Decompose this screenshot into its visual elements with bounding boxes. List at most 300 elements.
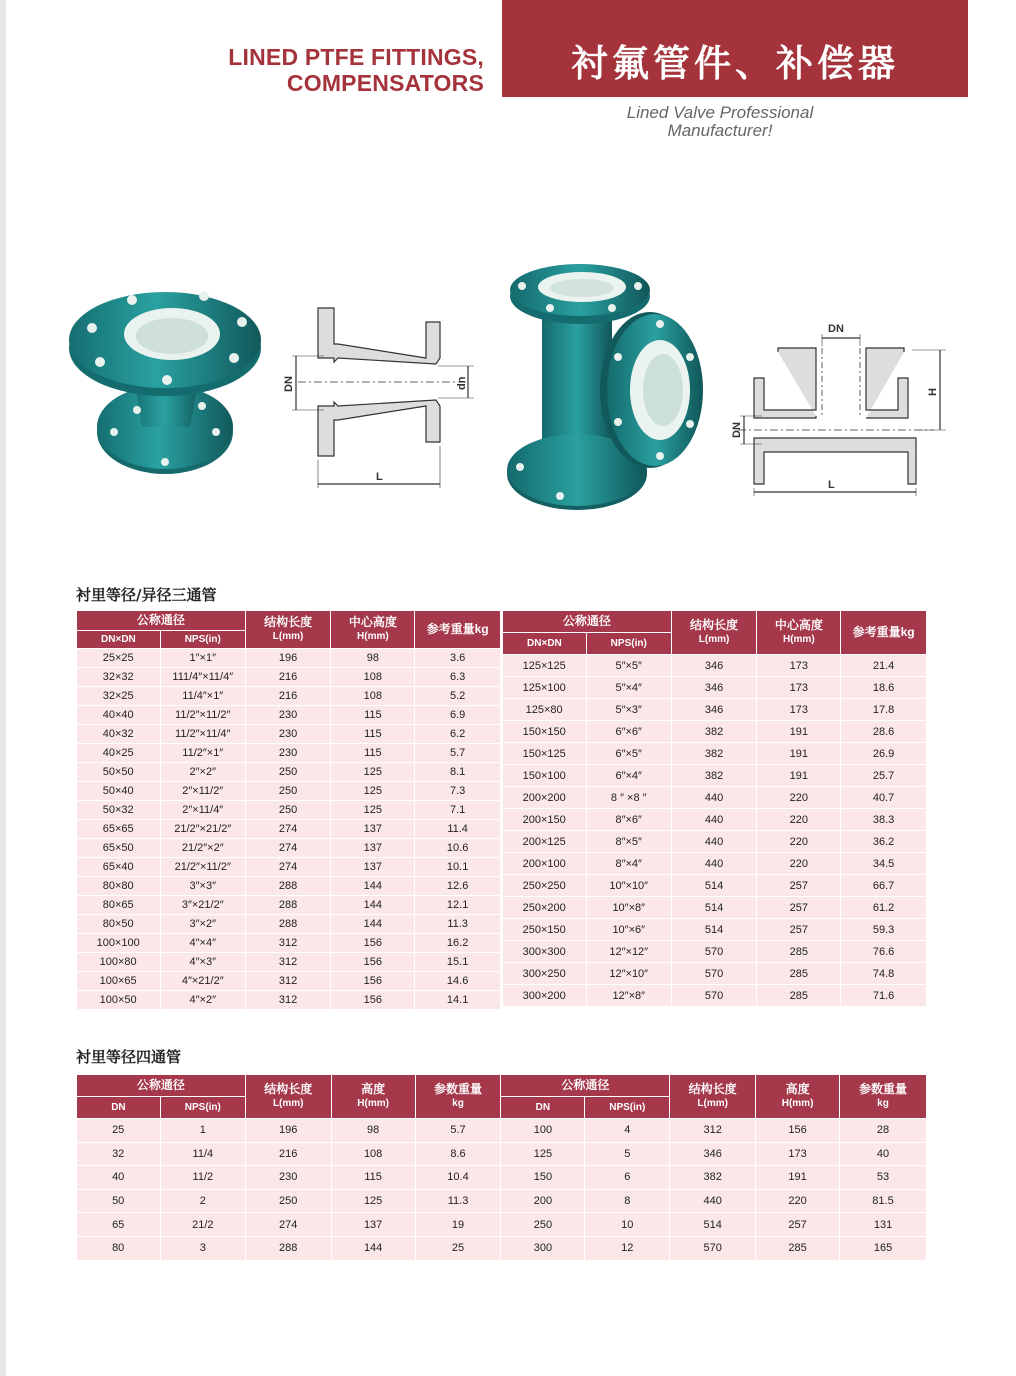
table-cell: 26.9 <box>841 743 927 765</box>
table-cell: 346 <box>671 699 757 721</box>
table-row <box>77 725 501 744</box>
table-row <box>503 875 927 897</box>
table-cell: 196 <box>245 1119 331 1143</box>
table-cell: 250×250 <box>503 875 587 897</box>
table-cell: 66.7 <box>841 875 927 897</box>
reducer-dn-label: DN <box>283 376 295 392</box>
header-length <box>245 611 331 649</box>
header-center-label-right: 中心高度 <box>774 618 823 632</box>
header-nominal-right: 公称通径 <box>503 611 672 633</box>
table-cell: 288 <box>245 915 331 934</box>
table-row <box>503 985 927 1007</box>
table-cell: 25×25 <box>77 649 161 668</box>
table-cell: 2″×2″ <box>160 763 245 782</box>
cross-header-nps-2: NPS(in) <box>585 1097 670 1119</box>
table-cell: 6.3 <box>415 668 501 687</box>
table-cell: 8″×5″ <box>586 831 671 853</box>
table-cell: 6 <box>585 1166 670 1190</box>
table-cell: 216 <box>245 1142 331 1166</box>
tee-table-left <box>76 610 501 1010</box>
table-cell: 156 <box>331 972 415 991</box>
table-cell: 100×100 <box>77 934 161 953</box>
table-row <box>77 991 501 1010</box>
header-nps: NPS(in) <box>160 631 245 649</box>
tee-l-label: L <box>828 479 835 491</box>
table-cell: 220 <box>757 809 841 831</box>
table-cell: 11.4 <box>415 820 501 839</box>
table-cell: 14.1 <box>415 991 501 1010</box>
table-cell: 6.2 <box>415 725 501 744</box>
table-cell: 131 <box>840 1213 927 1237</box>
table-cell: 65×40 <box>77 858 161 877</box>
table-cell: 570 <box>671 985 757 1007</box>
table-cell: 250×200 <box>503 897 587 919</box>
table-cell: 21.4 <box>841 655 927 677</box>
table-cell: 3″×3″ <box>160 877 245 896</box>
table-cell: 28 <box>840 1119 927 1143</box>
table-cell: 21/2″×21/2″ <box>160 820 245 839</box>
table-cell: 440 <box>671 853 757 875</box>
title-chinese: 衬氟管件、补偿器 <box>571 42 899 85</box>
table-cell: 196 <box>245 649 331 668</box>
table-cell: 312 <box>245 991 331 1010</box>
table-cell: 40×25 <box>77 744 161 763</box>
table-cell: 137 <box>331 858 415 877</box>
table-cell: 10 <box>585 1213 670 1237</box>
table-cell: 36.2 <box>841 831 927 853</box>
reducer-photo <box>62 282 262 482</box>
table-row <box>77 1166 927 1190</box>
table-cell: 10.1 <box>415 858 501 877</box>
title-english-line2: COMPENSATORS <box>286 70 484 96</box>
table-cell: 65×65 <box>77 820 161 839</box>
table-cell: 137 <box>331 820 415 839</box>
table-cell: 40.7 <box>841 787 927 809</box>
table-cell: 1″×1″ <box>160 649 245 668</box>
table-cell: 111/4″×11/4″ <box>160 668 245 687</box>
table-cell: 570 <box>671 963 757 985</box>
table-cell: 200×150 <box>503 809 587 831</box>
table-cell: 288 <box>245 896 331 915</box>
cross-header-height-label-2: 高度 <box>785 1082 810 1096</box>
table-cell: 257 <box>757 919 841 941</box>
table-cell: 3″×21/2″ <box>160 896 245 915</box>
table-cell: 300×250 <box>503 963 587 985</box>
table-row <box>503 787 927 809</box>
table-cell: 10″×10″ <box>586 875 671 897</box>
table-row <box>503 721 927 743</box>
table-row <box>77 877 501 896</box>
table-cell: 285 <box>757 963 841 985</box>
cross-header-weight-label: 参数重量 <box>434 1082 483 1096</box>
table-cell: 108 <box>331 668 415 687</box>
cross-header-length-unit-2: L(mm) <box>697 1098 728 1109</box>
tee-photo <box>500 262 710 512</box>
table-cell: 220 <box>757 787 841 809</box>
table-cell: 570 <box>671 941 757 963</box>
table-cell: 191 <box>757 765 841 787</box>
table-cell: 100×65 <box>77 972 161 991</box>
table-cell: 25 <box>77 1119 161 1143</box>
cross-header-dn-2: DN <box>501 1097 585 1119</box>
table-cell: 125 <box>331 1189 415 1213</box>
reducer-drawing <box>278 300 488 492</box>
table-cell: 382 <box>671 765 757 787</box>
table-cell: 11.3 <box>415 915 501 934</box>
table-row <box>77 820 501 839</box>
table-cell: 137 <box>331 839 415 858</box>
table-cell: 40 <box>840 1142 927 1166</box>
table-cell: 11/4″×1″ <box>160 687 245 706</box>
table-cell: 191 <box>756 1166 840 1190</box>
table-row <box>77 972 501 991</box>
table-cell: 216 <box>245 668 331 687</box>
table-cell: 125 <box>331 763 415 782</box>
table-cell: 10.6 <box>415 839 501 858</box>
table-row <box>77 687 501 706</box>
table-cell: 80×50 <box>77 915 161 934</box>
table-cell: 514 <box>671 875 757 897</box>
table-cell: 12.6 <box>415 877 501 896</box>
cross-header-height <box>331 1075 415 1119</box>
table-cell: 6.9 <box>415 706 501 725</box>
table-cell: 300×200 <box>503 985 587 1007</box>
table-row <box>503 853 927 875</box>
table-cell: 15.1 <box>415 953 501 972</box>
table-cell: 2″×11/2″ <box>160 782 245 801</box>
header-center <box>331 611 415 649</box>
cross-table <box>76 1074 927 1261</box>
table-cell: 514 <box>670 1213 756 1237</box>
table-cell: 18.6 <box>841 677 927 699</box>
table-cell: 2 <box>160 1189 245 1213</box>
table-row <box>503 743 927 765</box>
table-cell: 40×32 <box>77 725 161 744</box>
tee-right-body <box>503 655 927 1007</box>
table-cell: 2″×11/4″ <box>160 801 245 820</box>
table-cell: 65 <box>77 1213 161 1237</box>
table-cell: 4 <box>585 1119 670 1143</box>
table-cell: 382 <box>671 721 757 743</box>
table-cell: 570 <box>670 1236 756 1260</box>
cross-header-height-2 <box>756 1075 840 1119</box>
table-row <box>77 1189 927 1213</box>
table-row <box>503 655 927 677</box>
table-cell: 5.7 <box>415 744 501 763</box>
table-cell: 5 <box>585 1142 670 1166</box>
table-cell: 165 <box>840 1236 927 1260</box>
table-cell: 125×100 <box>503 677 587 699</box>
table-cell: 7.3 <box>415 782 501 801</box>
table-cell: 4″×2″ <box>160 991 245 1010</box>
table-cell: 25 <box>415 1236 501 1260</box>
table-cell: 288 <box>245 1236 331 1260</box>
tee-drawing <box>718 320 958 500</box>
table-cell: 173 <box>756 1142 840 1166</box>
cross-header-length <box>245 1075 331 1119</box>
table-cell: 25.7 <box>841 765 927 787</box>
table-cell: 191 <box>757 743 841 765</box>
table-cell: 3″×2″ <box>160 915 245 934</box>
table-row <box>77 801 501 820</box>
tee-section-title: 衬里等径/异径三通管 <box>76 586 217 604</box>
table-cell: 200×200 <box>503 787 587 809</box>
table-cell: 285 <box>756 1236 840 1260</box>
table-cell: 150×150 <box>503 721 587 743</box>
table-cell: 250 <box>501 1213 585 1237</box>
tee-left-body <box>77 649 501 1010</box>
header-center-right <box>757 611 841 655</box>
table-cell: 3.6 <box>415 649 501 668</box>
header-length-unit-right: L(mm) <box>698 634 730 645</box>
table-cell: 108 <box>331 687 415 706</box>
table-cell: 32 <box>77 1142 161 1166</box>
table-cell: 5″×5″ <box>586 655 671 677</box>
header-length-unit: L(mm) <box>272 631 304 642</box>
cross-header-weight <box>415 1075 501 1119</box>
table-cell: 12″×8″ <box>586 985 671 1007</box>
table-cell: 12″×10″ <box>586 963 671 985</box>
cross-header-length-label-2: 结构长度 <box>688 1082 737 1096</box>
cross-header-nominal-2: 公称通径 <box>501 1075 670 1097</box>
table-cell: 1 <box>160 1119 245 1143</box>
cross-header-weight-unit-2: kg <box>877 1098 889 1109</box>
table-cell: 4″×3″ <box>160 953 245 972</box>
reducer-dn-small-label: dn <box>456 376 468 390</box>
table-cell: 65×50 <box>77 839 161 858</box>
table-cell: 12.1 <box>415 896 501 915</box>
table-cell: 59.3 <box>841 919 927 941</box>
cross-header-weight-2 <box>840 1075 927 1119</box>
table-cell: 144 <box>331 877 415 896</box>
table-cell: 250 <box>245 782 331 801</box>
tee-dn-left-label: DN <box>731 422 743 438</box>
table-cell: 11/2″×1″ <box>160 744 245 763</box>
table-row <box>503 941 927 963</box>
table-cell: 230 <box>245 744 331 763</box>
table-cell: 10″×6″ <box>586 919 671 941</box>
table-row <box>77 1119 927 1143</box>
table-cell: 21/2″×11/2″ <box>160 858 245 877</box>
table-cell: 200 <box>501 1189 585 1213</box>
tagline-line2: Manufacturer! <box>667 121 773 140</box>
table-cell: 6″×5″ <box>586 743 671 765</box>
cross-header-height-unit-2: H(mm) <box>781 1098 814 1109</box>
table-cell: 382 <box>670 1166 756 1190</box>
table-cell: 144 <box>331 1236 415 1260</box>
table-cell: 16.2 <box>415 934 501 953</box>
tee-table-right <box>502 610 927 1007</box>
table-cell: 80 <box>77 1236 161 1260</box>
table-cell: 32×25 <box>77 687 161 706</box>
cross-section-title: 衬里等径四通管 <box>76 1048 182 1066</box>
table-cell: 100×50 <box>77 991 161 1010</box>
table-cell: 382 <box>671 743 757 765</box>
table-cell: 156 <box>331 991 415 1010</box>
table-cell: 156 <box>331 953 415 972</box>
cross-header-length-2 <box>670 1075 756 1119</box>
table-cell: 11.3 <box>415 1189 501 1213</box>
table-cell: 285 <box>757 985 841 1007</box>
table-cell: 220 <box>756 1189 840 1213</box>
cross-header-length-unit: L(mm) <box>272 1098 304 1109</box>
table-cell: 274 <box>245 839 331 858</box>
cross-header-nps: NPS(in) <box>160 1097 245 1119</box>
table-cell: 8″×4″ <box>586 853 671 875</box>
table-cell: 8″×6″ <box>586 809 671 831</box>
table-row <box>77 668 501 687</box>
table-cell: 440 <box>671 831 757 853</box>
table-cell: 312 <box>245 934 331 953</box>
table-cell: 514 <box>671 897 757 919</box>
table-cell: 220 <box>757 853 841 875</box>
table-cell: 115 <box>331 744 415 763</box>
header-center-label: 中心高度 <box>348 615 397 629</box>
table-cell: 250 <box>245 763 331 782</box>
table-cell: 173 <box>757 699 841 721</box>
table-cell: 98 <box>331 649 415 668</box>
table-cell: 11/4 <box>160 1142 245 1166</box>
table-cell: 346 <box>671 677 757 699</box>
table-cell: 5″×3″ <box>586 699 671 721</box>
table-row <box>77 1142 927 1166</box>
table-cell: 144 <box>331 915 415 934</box>
table-cell: 40×40 <box>77 706 161 725</box>
table-row <box>77 744 501 763</box>
reducer-l-label: L <box>376 471 383 483</box>
table-cell: 125×125 <box>503 655 587 677</box>
table-cell: 440 <box>671 787 757 809</box>
table-row <box>77 782 501 801</box>
table-cell: 125×80 <box>503 699 587 721</box>
table-cell: 257 <box>757 875 841 897</box>
header-dn: DN×DN <box>77 631 161 649</box>
table-row <box>77 953 501 972</box>
tee-dn-top-label: DN <box>828 323 844 335</box>
table-cell: 10.4 <box>415 1166 501 1190</box>
table-cell: 80×80 <box>77 877 161 896</box>
table-cell: 144 <box>331 896 415 915</box>
table-row <box>77 915 501 934</box>
table-cell: 76.6 <box>841 941 927 963</box>
cross-header-weight-label-2: 参数重量 <box>859 1082 908 1096</box>
table-cell: 6″×6″ <box>586 721 671 743</box>
table-cell: 200×100 <box>503 853 587 875</box>
table-cell: 274 <box>245 820 331 839</box>
table-cell: 200×125 <box>503 831 587 853</box>
table-cell: 5.7 <box>415 1119 501 1143</box>
table-cell: 34.5 <box>841 853 927 875</box>
header-weight-right: 参考重量kg <box>841 611 927 655</box>
table-cell: 285 <box>757 941 841 963</box>
table-cell: 312 <box>245 953 331 972</box>
cross-header-nominal: 公称通径 <box>77 1075 246 1097</box>
table-cell: 11/2″×11/4″ <box>160 725 245 744</box>
table-row <box>503 831 927 853</box>
tagline-line1: Lined Valve Professional <box>626 103 814 122</box>
table-cell: 7.1 <box>415 801 501 820</box>
table-cell: 98 <box>331 1119 415 1143</box>
table-cell: 230 <box>245 1166 331 1190</box>
header-nominal: 公称通径 <box>77 611 246 631</box>
tee-h-label: H <box>927 388 939 396</box>
table-cell: 514 <box>671 919 757 941</box>
table-row <box>503 897 927 919</box>
table-cell: 53 <box>840 1166 927 1190</box>
table-cell: 274 <box>245 1213 331 1237</box>
table-row <box>503 963 927 985</box>
header-length-right <box>671 611 757 655</box>
table-cell: 173 <box>757 677 841 699</box>
table-cell: 125 <box>331 782 415 801</box>
table-cell: 115 <box>331 725 415 744</box>
table-cell: 250 <box>245 1189 331 1213</box>
table-cell: 5″×4″ <box>586 677 671 699</box>
table-row <box>503 765 927 787</box>
table-cell: 81.5 <box>840 1189 927 1213</box>
table-cell: 38.3 <box>841 809 927 831</box>
table-cell: 50×50 <box>77 763 161 782</box>
table-row <box>77 1213 927 1237</box>
table-cell: 257 <box>756 1213 840 1237</box>
table-cell: 8 <box>585 1189 670 1213</box>
table-cell: 150 <box>501 1166 585 1190</box>
cross-body <box>77 1119 927 1261</box>
table-cell: 150×125 <box>503 743 587 765</box>
header-dn-right: DN×DN <box>503 633 587 655</box>
table-cell: 8.1 <box>415 763 501 782</box>
cross-header-height-label: 高度 <box>361 1082 386 1096</box>
table-row <box>77 706 501 725</box>
table-cell: 6″×4″ <box>586 765 671 787</box>
table-cell: 300×300 <box>503 941 587 963</box>
table-cell: 346 <box>670 1142 756 1166</box>
table-cell: 40 <box>77 1166 161 1190</box>
table-cell: 156 <box>756 1119 840 1143</box>
table-cell: 250×150 <box>503 919 587 941</box>
table-cell: 312 <box>670 1119 756 1143</box>
table-cell: 12″×12″ <box>586 941 671 963</box>
table-cell: 230 <box>245 725 331 744</box>
table-cell: 137 <box>331 1213 415 1237</box>
table-cell: 274 <box>245 858 331 877</box>
table-row <box>503 919 927 941</box>
table-cell: 440 <box>671 809 757 831</box>
table-cell: 440 <box>670 1189 756 1213</box>
table-cell: 108 <box>331 1142 415 1166</box>
table-cell: 216 <box>245 687 331 706</box>
table-row <box>77 839 501 858</box>
table-cell: 100×80 <box>77 953 161 972</box>
table-cell: 50×32 <box>77 801 161 820</box>
table-row <box>77 763 501 782</box>
cross-header-height-unit: H(mm) <box>357 1098 389 1109</box>
page-edge <box>0 0 6 1376</box>
header-weight: 参考重量kg <box>415 611 501 649</box>
table-cell: 115 <box>331 706 415 725</box>
header-length-label: 结构长度 <box>264 615 313 629</box>
header-center-unit-right: H(mm) <box>782 634 815 645</box>
table-cell: 230 <box>245 706 331 725</box>
table-cell: 191 <box>757 721 841 743</box>
table-cell: 4″×4″ <box>160 934 245 953</box>
table-cell: 125 <box>501 1142 585 1166</box>
header-nps-right: NPS(in) <box>586 633 671 655</box>
title-english <box>228 44 484 96</box>
table-cell: 5.2 <box>415 687 501 706</box>
header-center-unit: H(mm) <box>357 631 389 642</box>
table-cell: 4″×21/2″ <box>160 972 245 991</box>
